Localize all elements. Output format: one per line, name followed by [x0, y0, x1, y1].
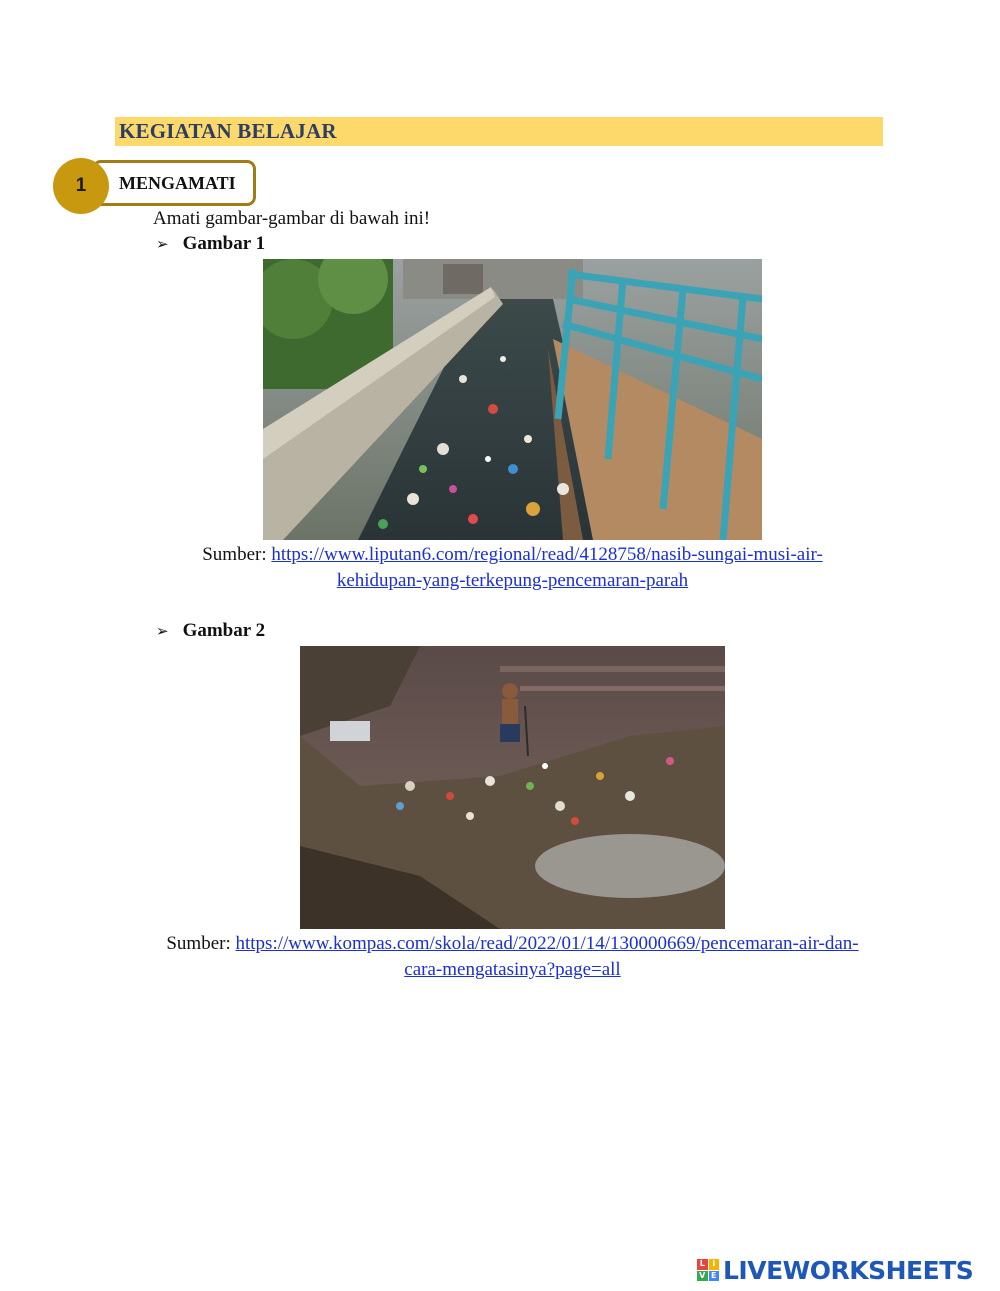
figure-1-source — [150, 542, 875, 594]
liveworksheets-logo — [697, 1255, 973, 1285]
step-number-badge: 1 — [53, 158, 109, 214]
source-prefix: Sumber: — [202, 544, 267, 565]
figure-1-label: Gambar 1 — [182, 233, 266, 254]
figure-2-source — [150, 931, 875, 983]
section-title: KEGIATAN BELAJAR — [119, 119, 337, 143]
figure-2-photo — [300, 646, 725, 929]
instruction-text: Amati gambar-gambar di bawah ini! — [153, 208, 431, 229]
step-label-box — [92, 160, 256, 206]
figure-2-heading — [156, 620, 265, 642]
arrow-bullet-icon: ➢ — [156, 622, 169, 640]
liveworksheets-brand: LIVEWORKSHEETS — [723, 1255, 974, 1285]
liveworksheets-cube-icon: L I V E — [697, 1259, 719, 1281]
figure-1-source-link[interactable]: https://www.liputan6.com/regional/read/4128758/nasib-sungai-musi-air- kehidupan-yang-terkepung-pencemaran-parah — [271, 544, 823, 591]
figure-2-source-link[interactable]: https://www.kompas.com/skola/read/2022/01/14/130000669/pencemaran-air-dan- cara-mengatasinya?page=all — [235, 933, 859, 980]
polluted-canal-image — [263, 259, 762, 540]
source-prefix: Sumber: — [166, 933, 231, 954]
figure-2-label: Gambar 2 — [182, 620, 266, 641]
arrow-bullet-icon: ➢ — [156, 235, 169, 253]
section-banner — [115, 117, 883, 146]
step-label: MENGAMATI — [119, 173, 236, 193]
figure-1-heading — [156, 233, 265, 255]
polluted-river-child-image — [300, 646, 725, 929]
figure-1-photo — [263, 259, 762, 540]
